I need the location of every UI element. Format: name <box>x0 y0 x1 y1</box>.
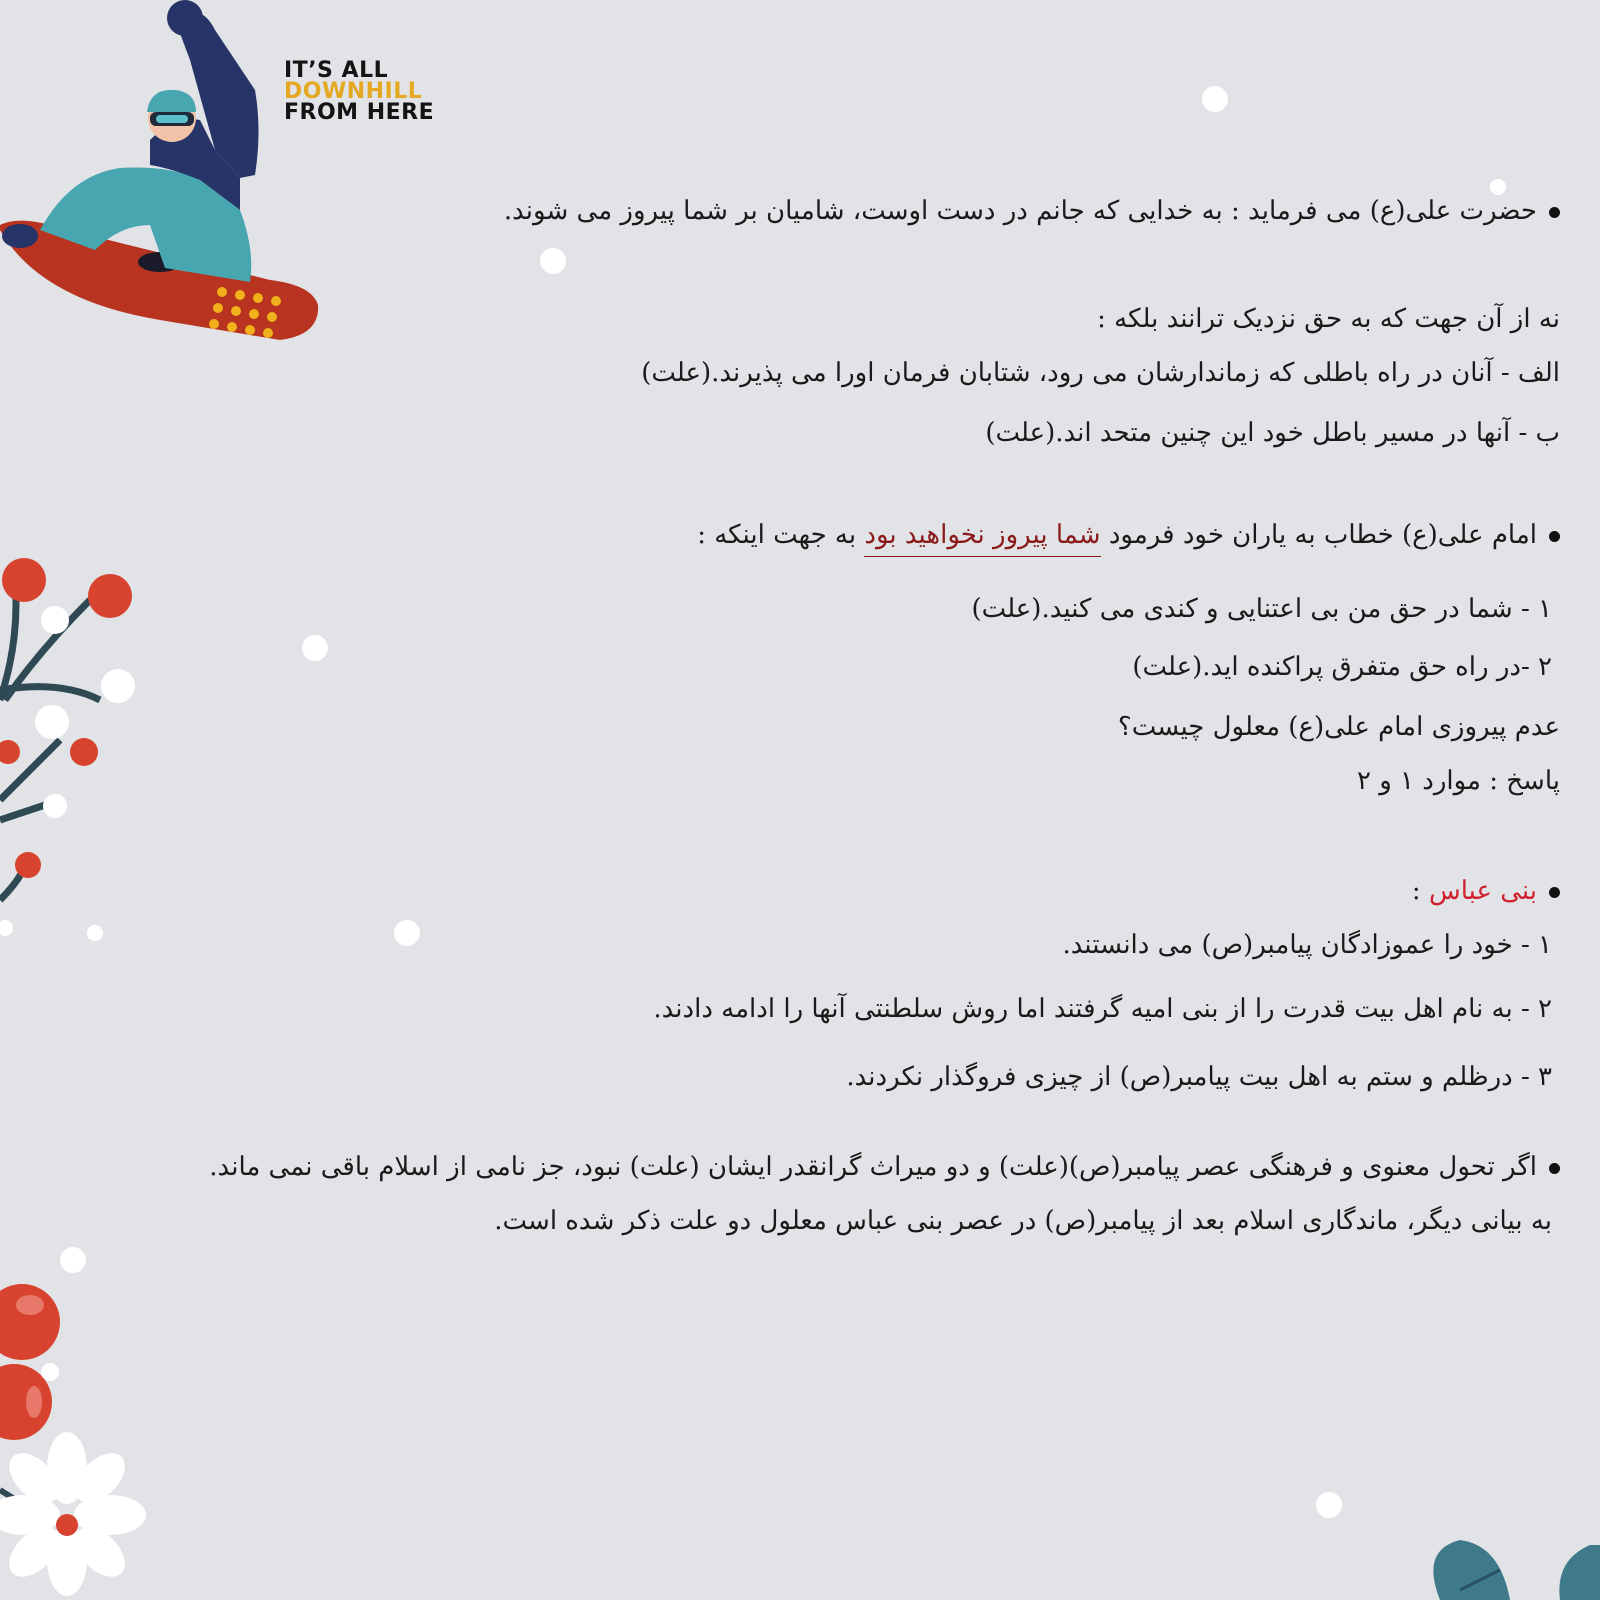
section-1-bullet: حضرت علی(ع) می فرماید : به خدایی که جانم در دست اوست، شامیان بر شما پیروز می شوند. <box>504 196 1560 226</box>
section-3-title-suffix: : <box>1411 876 1429 906</box>
section-1-item-a: الف - آنان در راه باطلی که زماندارشان می رود، شتابان فرمان اورا می پذیرند.(علت) <box>641 358 1560 388</box>
logo-line-1: IT’S ALL <box>284 58 389 83</box>
section-2-bullet <box>697 520 1560 550</box>
logo-line-3: FROM HERE <box>284 100 435 125</box>
section-2-answer: پاسخ : موارد ۱ و ۲ <box>1356 766 1560 796</box>
section-2-bullet-end: به جهت اینکه : <box>697 520 865 550</box>
section-4-line-2: به بیانی دیگر، ماندگاری اسلام بعد از پیامبر(ص) در عصر بنی عباس معلول دو علت ذکر شده است. <box>494 1206 1552 1236</box>
snowboarder-illustration <box>0 0 318 340</box>
section-3-item-2: ۲ - به نام اهل بیت قدرت را از بنی امیه گرفتند اما روش سلطنتی آنها را ادامه دادند. <box>653 994 1552 1024</box>
berry-branch-illustration <box>0 558 135 936</box>
logo-line-2: DOWNHILL <box>284 79 423 104</box>
section-3-item-1: ۱ - خود را عموزادگان پیامبر(ص) می دانستند. <box>1062 930 1552 960</box>
section-1-item-b: ب - آنها در مسیر باطل خود این چنین متحد اند.(علت) <box>985 418 1560 448</box>
leaves-illustration <box>1433 1540 1600 1600</box>
logo-text <box>284 60 434 123</box>
section-3-item-3: ۳ - درظلم و ستم به اهل بیت پیامبر(ص) از چیزی فروگذار نکردند. <box>846 1062 1552 1092</box>
section-3-title-text: بنی عباس <box>1428 876 1537 906</box>
section-2-bullet-start: امام علی(ع) خطاب به یاران خود فرمود <box>1100 520 1537 550</box>
section-2-item-2: ۲ -در راه حق متفرق پراکنده اید.(علت) <box>1132 652 1552 682</box>
section-2-question: عدم پیروزی امام علی(ع) معلول چیست؟ <box>1117 712 1560 742</box>
flower-berries-illustration <box>0 1284 146 1596</box>
section-2-highlight: شما پیروز نخواهید بود <box>864 520 1100 557</box>
section-3-title <box>1412 876 1560 906</box>
section-1-intro: نه از آن جهت که به حق نزدیک ترانند بلکه : <box>1097 304 1560 334</box>
section-4-bullet: اگر تحول معنوی و فرهنگی عصر پیامبر(ص)(علت) و دو میراث گرانقدر ایشان (علت) نبود، جز نامی از اسلام باقی نمی ماند. <box>209 1152 1560 1182</box>
section-2-item-1: ۱ - شما در حق من بی اعتنایی و کندی می کنید.(علت) <box>971 594 1552 624</box>
